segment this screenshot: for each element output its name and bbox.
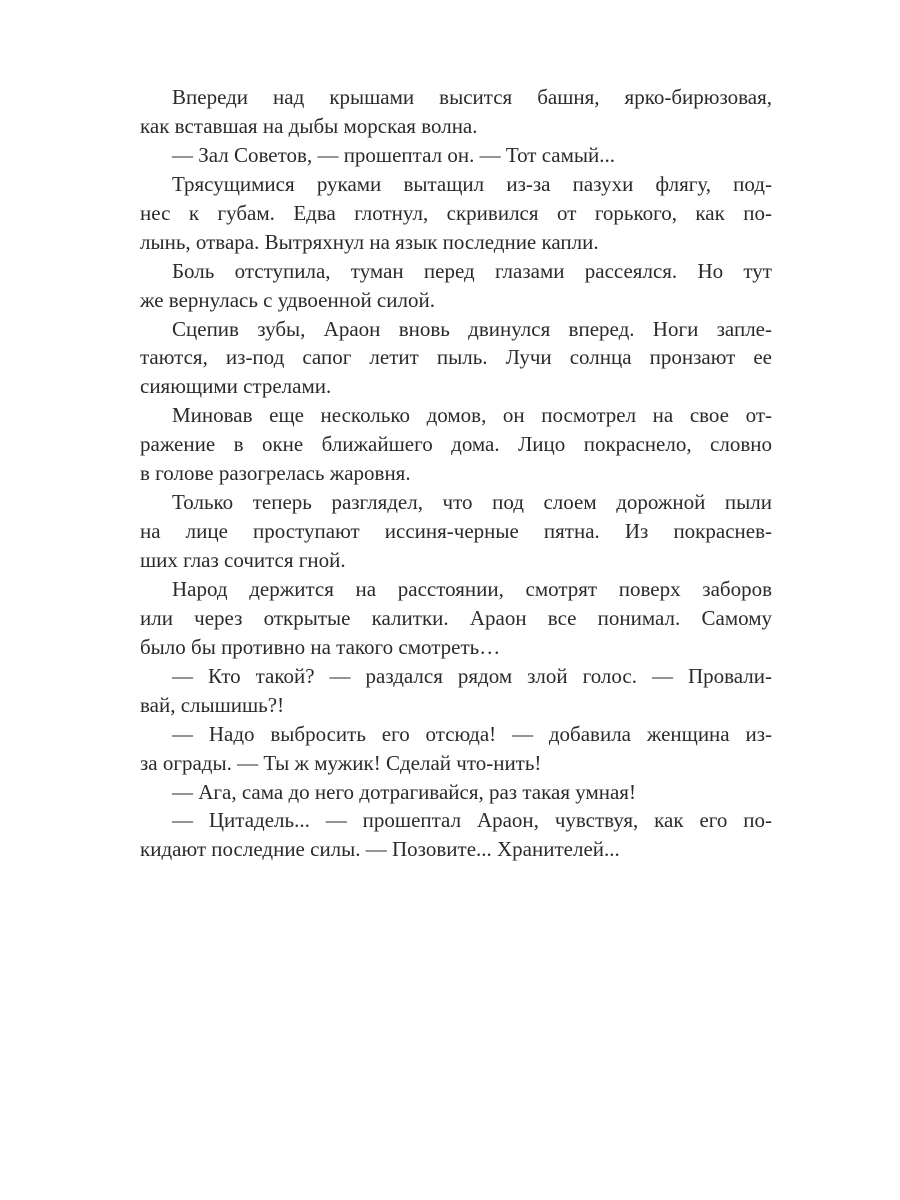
text-line: Только теперь разглядел, что под слоем дорожной пыли (172, 490, 772, 515)
text-line: за ограды. — Ты ж мужик! Сделай что-нить! (140, 750, 542, 775)
text-line: было бы противно на такого смотреть… (140, 634, 501, 659)
paragraph (140, 662, 772, 720)
page-body-text (140, 83, 772, 864)
text-line: вай, слышишь?! (140, 692, 285, 717)
paragraph (140, 257, 772, 315)
paragraph (140, 488, 772, 575)
paragraph (140, 778, 772, 807)
text-line: Впереди над крышами высится башня, ярко-бирюзовая, (172, 85, 772, 109)
text-line: в голове разогрелась жаровня. (140, 461, 411, 486)
text-line: же вернулась с удвоенной силой. (140, 287, 435, 312)
text-line: Народ держится на расстоянии, смотрят поверх заборов (172, 576, 772, 601)
text-line: нес к губам. Едва глотнул, скривился от горького, как по- (140, 200, 772, 225)
text-line: — Ага, сама до него дотрагивайся, раз такая умная! (172, 779, 636, 804)
text-line: как вставшая на дыбы морская волна. (140, 113, 478, 138)
text-line: — Цитадель... — прошептал Араон, чувствуя, как его по- (172, 808, 772, 833)
text-line: Миновав еще несколько домов, он посмотрел на свое от- (172, 403, 772, 428)
paragraph (140, 83, 772, 141)
paragraph (140, 806, 772, 864)
text-line: — Кто такой? — раздался рядом злой голос. — Провали- (172, 663, 772, 688)
text-line: или через открытые калитки. Араон все понимал. Самому (140, 605, 772, 630)
text-line: таются, из-под сапог летит пыль. Лучи солнца пронзают ее (140, 345, 772, 370)
text-line: Сцепив зубы, Араон вновь двинулся вперед. Ноги запле- (172, 316, 772, 341)
paragraph (140, 575, 772, 662)
text-line: лынь, отвара. Вытряхнул на язык последние капли. (140, 229, 599, 254)
paragraph (140, 141, 772, 170)
text-line: — Зал Советов, — прошептал он. — Тот самый... (172, 142, 615, 167)
paragraph (140, 720, 772, 778)
paragraph (140, 315, 772, 402)
text-line: на лице проступают иссиня-черные пятна. Из покраснев- (140, 519, 772, 544)
text-line: — Надо выбросить его отсюда! — добавила женщина из- (172, 721, 772, 746)
paragraph (140, 401, 772, 488)
text-line: ших глаз сочится гной. (140, 548, 346, 572)
text-line: кидают последние силы. — Позовите... Хранителей... (140, 837, 620, 862)
paragraph (140, 170, 772, 257)
text-line: ражение в окне ближайшего дома. Лицо покраснело, словно (140, 432, 772, 457)
text-line: Боль отступила, туман перед глазами рассеялся. Но тут (172, 258, 772, 283)
text-line: сияющими стрелами. (140, 374, 332, 399)
text-line: Трясущимися руками вытащил из-за пазухи флягу, под- (172, 171, 772, 196)
